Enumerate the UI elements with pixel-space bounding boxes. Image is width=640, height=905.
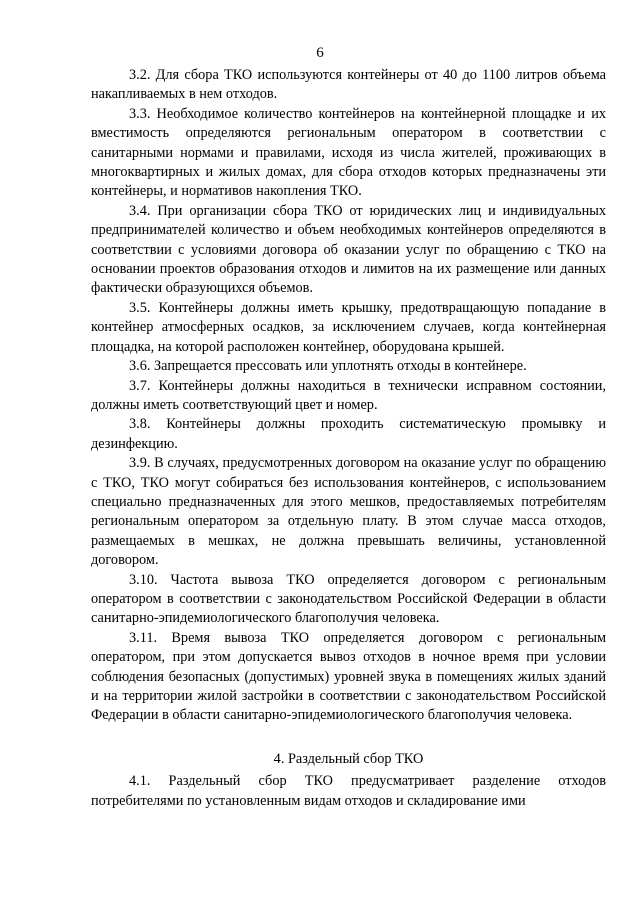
- paragraph-3-3: 3.3. Необходимое количество контейнеров на контейнерной площадке и их вместимость определяются региональным оператором в соответствии с санитарными нормами и правилами, исходя из числа жителей, проживающих в многоквартирных и жилых домах, для сбора отходов которых предназначены эти контейнеры, и нормативов накопления ТКО.: [91, 105, 606, 200]
- section-heading: 4. Раздельный сбор ТКО: [273, 750, 424, 767]
- paragraph-3-8: 3.8. Контейнеры должны проходить систематическую промывку и дезинфекцию.: [91, 416, 606, 452]
- paragraph-3-6: 3.6. Запрещается прессовать или уплотнять отходы в контейнере.: [129, 358, 527, 375]
- paragraph-3-4: 3.4. При организации сбора ТКО от юридических лиц и индивидуальных предпринимателей количество и объем необходимых контейнеров определяются в соответствии с условиями договора об оказании услуг по обращению с ТКО на основании проектов образования отходов и лимитов на их размещение или данных фактически образующихся объемов.: [91, 202, 606, 297]
- paragraph-3-11: 3.11. Время вывоза ТКО определяется договором с региональным оператором, при этом допускается вывоз отходов в ночное время при условии соблюдения безопасных (допустимых) уровней звука в помещениях жилых зданий и на территории жилой застройки в соответствии с законодательством Российской Федерации в области санитарно-эпидемиологического благополучия человека.: [91, 629, 606, 724]
- paragraph-3-2: 3.2. Для сбора ТКО используются контейнеры от 40 до 1100 литров объема накапливаемых в нем отходов.: [91, 67, 606, 103]
- paragraph-3-7: 3.7. Контейнеры должны находиться в технически исправном состоянии, должны иметь соответствующий цвет и номер.: [91, 377, 606, 413]
- paragraph-3-5: 3.5. Контейнеры должны иметь крышку, предотвращающую попадание в контейнер атмосферных осадков, за исключением случаев, когда контейнерная площадка, на которой расположен контейнер, оборудована крышей.: [91, 299, 606, 355]
- document-body: [91, 66, 606, 811]
- paragraph-3-9: 3.9. В случаях, предусмотренных договором на оказание услуг по обращению с ТКО, ТКО могут собираться без использования контейнеров, с использованием специально предназначенных для этого мешков, предоставляемых потребителям региональным оператором за отдельную плату. В этом случае масса отходов, размещаемых в мешках, не должна превышать величины, установленной договором.: [91, 455, 606, 569]
- paragraph-3-10: 3.10. Частота вывоза ТКО определяется договором с региональным оператором в соответствии с законодательством Российской Федерации в области санитарно-эпидемиологического благополучия человека.: [91, 571, 606, 627]
- paragraph-4-1: 4.1. Раздельный сбор ТКО предусматривает разделение отходов потребителями по установленным видам отходов и складирование ими: [91, 773, 606, 809]
- page-number: 6: [316, 45, 324, 61]
